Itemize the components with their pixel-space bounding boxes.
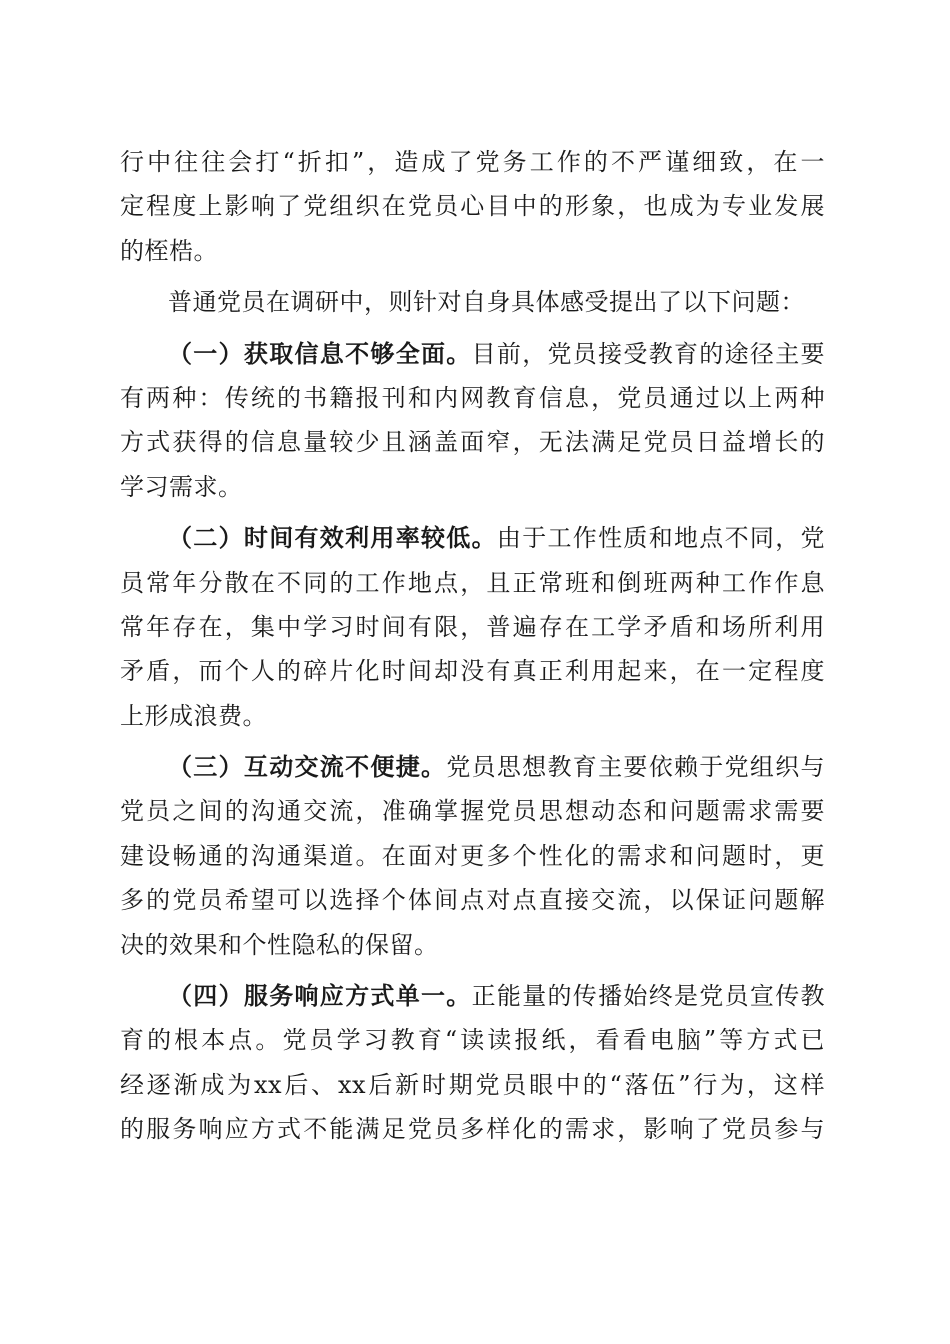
section-text: 党员思想教育主要依赖于党组织与 bbox=[446, 753, 826, 782]
body-line: 行中往往会打“折扣”，造成了党务工作的不严谨细致，在一 bbox=[120, 148, 825, 176]
body-line: 党员之间的沟通交流，准确掌握党员思想动态和问题需求需要 bbox=[120, 797, 825, 826]
section-first-line bbox=[120, 516, 825, 560]
body-line: 矛盾，而个人的碎片化时间却没有真正利用起来，在一定程度 bbox=[120, 657, 825, 686]
section-text: 由于工作性质和地点不同，党 bbox=[496, 524, 826, 553]
body-line: 决的效果和个性隐私的保留。 bbox=[120, 930, 439, 959]
section-text: 目前，党员接受教育的途径主要 bbox=[471, 339, 826, 368]
body-line: 员常年分散在不同的工作地点，且正常班和倒班两种工作作息 bbox=[120, 568, 825, 597]
body-line: 有两种：传统的书籍报刊和内网教育信息，党员通过以上两种 bbox=[120, 383, 825, 412]
section-first-line bbox=[120, 332, 825, 376]
body-line: 育的根本点。党员学习教育“读读报纸，看看电脑”等方式已 bbox=[120, 1026, 825, 1055]
body-line: 建设畅通的沟通渠道。在面对更多个性化的需求和问题时，更 bbox=[120, 841, 825, 870]
body-line: 多的党员希望可以选择个体间点对点直接交流，以保证问题解 bbox=[120, 886, 825, 915]
section-first-line bbox=[120, 974, 825, 1018]
body-line: 经逐渐成为xx后、xx后新时期党员眼中的“落伍”行为，这样 bbox=[120, 1070, 825, 1099]
body-line: 学习需求。 bbox=[120, 472, 243, 501]
body-line: 的桎梏。 bbox=[120, 236, 218, 265]
section-heading: （三）互动交流不便捷。 bbox=[168, 752, 447, 782]
body-line: 上形成浪费。 bbox=[120, 701, 267, 730]
section-heading: （四）服务响应方式单一。 bbox=[168, 981, 472, 1011]
section-first-line bbox=[120, 745, 825, 789]
body-line: 常年存在，集中学习时间有限，普遍存在工学矛盾和场所利用 bbox=[120, 612, 825, 641]
body-line: 方式获得的信息量较少且涵盖面窄，无法满足党员日益增长的 bbox=[120, 428, 825, 457]
section-heading: （一）获取信息不够全面。 bbox=[168, 338, 472, 368]
document-body bbox=[120, 140, 825, 1152]
section-text: 正能量的传播始终是党员宣传教 bbox=[471, 982, 826, 1011]
section-heading: （二）时间有效利用率较低。 bbox=[168, 523, 497, 553]
body-line: 普通党员在调研中，则针对自身具体感受提出了以下问题： bbox=[168, 288, 805, 317]
body-line: 的服务响应方式不能满足党员多样化的需求，影响了党员参与 bbox=[120, 1115, 825, 1144]
body-line: 定程度上影响了党组织在党员心目中的形象，也成为专业发展 bbox=[120, 192, 825, 221]
